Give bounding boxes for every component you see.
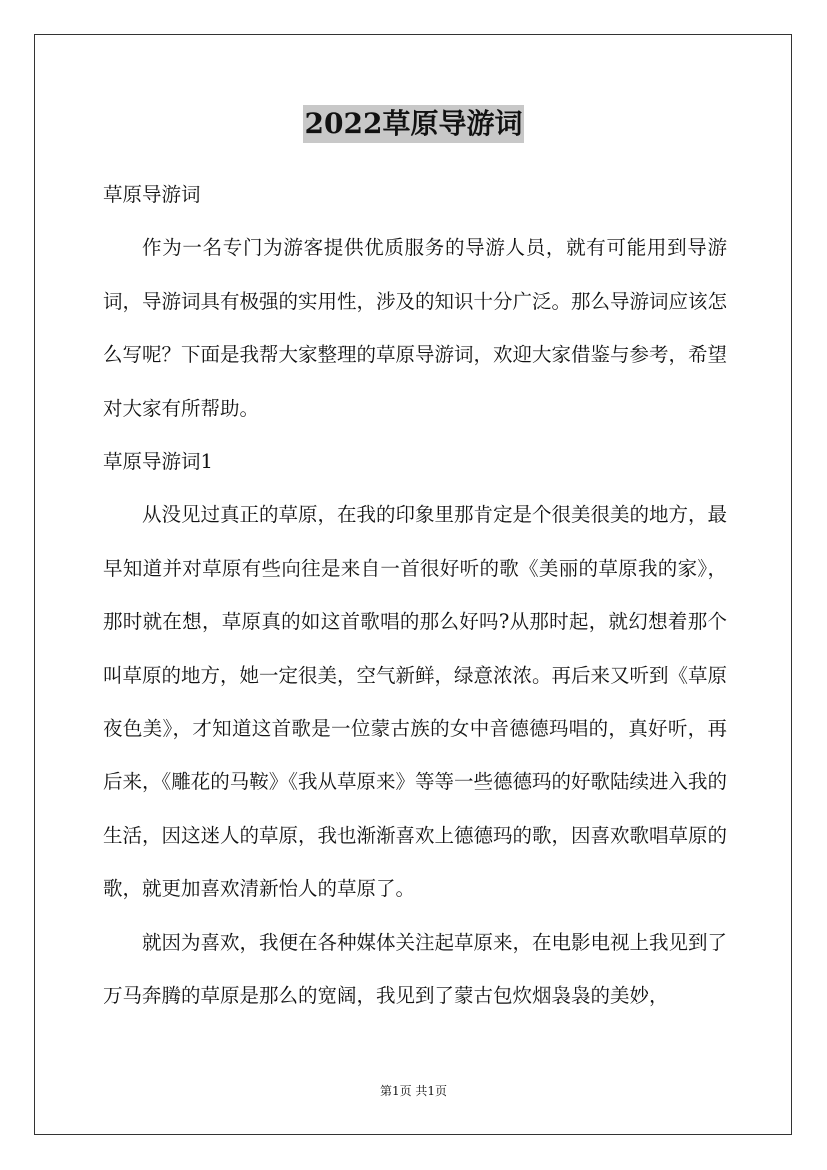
body-paragraph: 就因为喜欢，我便在各种媒体关注起草原来，在电影电视上我见到了万马奔腾的草原是那么的宽阔，我见到了蒙古包炊烟袅袅的美妙， (103, 930, 728, 1008)
body-paragraph: 从没见过真正的草原，在我的印象里那肯定是个很美很美的地方，最早知道并对草原有些向往是来自一首很好听的歌《美丽的草原我的家》，那时就在想，草原真的如这首歌唱的那么好吗?从那时起，就幻想着那个叫草原的地方，她一定很美，空气新鲜，绿意浓浓。再后来又听到《草原夜色美》，才知道这首歌是一位蒙古族的女中音德德玛唱的，真好听，再后来，《雕花的马鞍》《我从草原来》等等一些德德玛的好歌陆续进入我的生活，因这迷人的草原，我也渐渐喜欢上德德玛的歌，因喜欢歌唱草原的歌，就更加喜欢清新怡人的草原了。 (103, 503, 728, 901)
section-heading: 草原导游词 (103, 183, 201, 206)
title-wrap (0, 105, 827, 143)
page-footer: 第1页 共1页 (379, 1084, 448, 1098)
section-heading: 草原导游词1 (103, 450, 213, 474)
document-title: 2022草原导游词 (303, 105, 525, 143)
document-body (103, 168, 727, 1023)
body-paragraph: 作为一名专门为游客提供优质服务的导游人员，就有可能用到导游词，导游词具有极强的实用性，涉及的知识十分广泛。那么导游词应该怎么写呢？下面是我帮大家整理的草原导游词，欢迎大家借鉴与参考，希望对大家有所帮助。 (103, 236, 728, 420)
